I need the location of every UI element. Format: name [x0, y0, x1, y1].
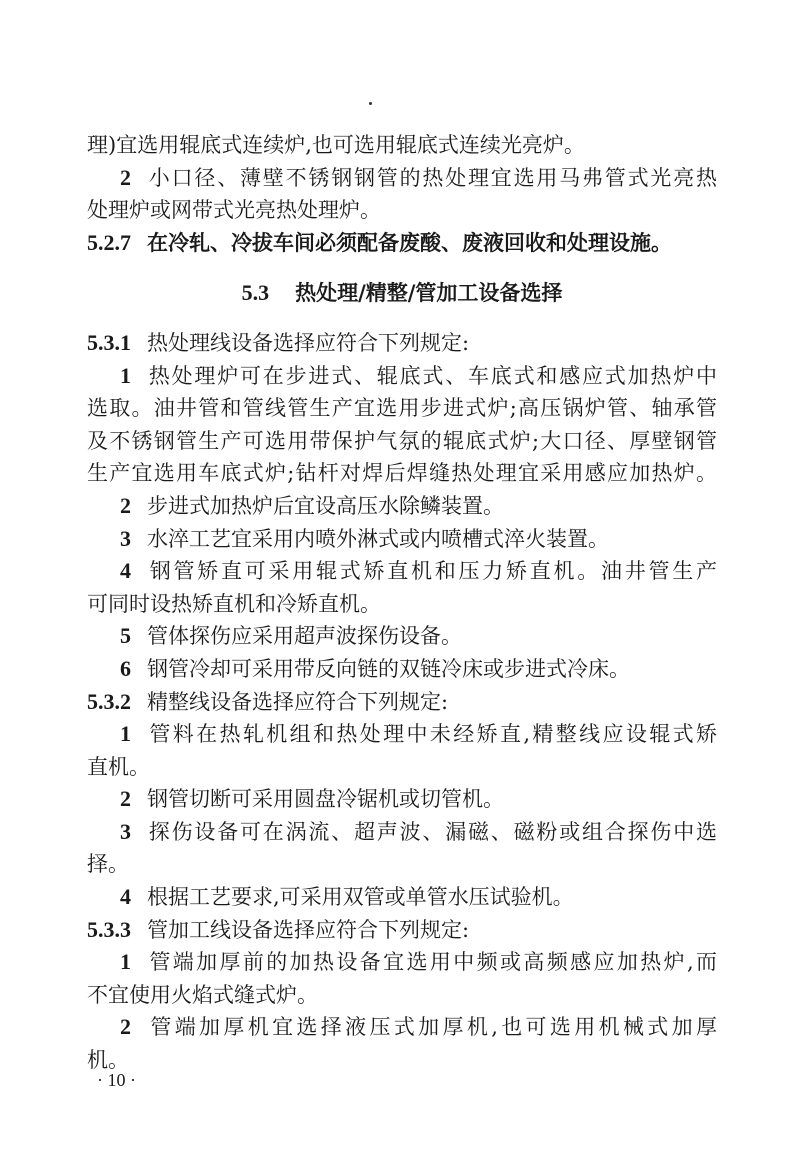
- item-number: 5: [120, 623, 131, 649]
- item-number: 5.3.3: [87, 916, 131, 942]
- list-item-line: [87, 816, 717, 849]
- item-number: 2: [120, 1014, 131, 1040]
- item-number: 1: [120, 362, 131, 388]
- item-number: 5.3.2: [87, 688, 131, 714]
- line-text: 管端加厚前的加热设备宜选用中频或高频感应加热炉,而: [147, 950, 717, 975]
- line-text: 生产宜选用车底式炉;钻杆对焊后焊缝热处理宜采用感应加热炉。: [87, 461, 717, 486]
- document-body: [87, 129, 717, 1077]
- item-number: 3: [120, 818, 131, 844]
- clause-line: [87, 686, 717, 719]
- line-text: 直机。: [87, 754, 150, 779]
- line-text: 可同时设热矫直机和冷矫直机。: [87, 591, 381, 616]
- line-text: 管加工线设备选择应符合下列规定:: [147, 917, 470, 942]
- list-item-line: [87, 523, 717, 556]
- item-number: 3: [120, 525, 131, 551]
- line-text: 钢管矫直可采用辊式矫直机和压力矫直机。油井管生产: [147, 559, 717, 584]
- item-number: 4: [120, 558, 131, 584]
- item-number: 2: [120, 786, 131, 812]
- line-text: 管料在热轧机组和热处理中未经矫直,精整线应设辊式矫: [147, 722, 717, 747]
- line-text: 机。: [87, 1048, 129, 1073]
- text-line: [87, 194, 717, 227]
- line-text: 热处理/精整/管加工设备选择: [295, 280, 563, 306]
- page-number: · 10 ·: [97, 1070, 136, 1090]
- item-number: 5.3.1: [87, 329, 131, 355]
- line-text: 理)宜选用辊底式连续炉,也可选用辊底式连续光亮炉。: [87, 133, 585, 157]
- line-text: 步进式加热炉后宜设高压水除鳞装置。: [147, 493, 504, 518]
- line-text: 热处理线设备选择应符合下列规定:: [147, 330, 470, 355]
- list-item-line: [87, 360, 717, 393]
- item-number: 2: [120, 492, 131, 518]
- list-item-line: [87, 653, 717, 686]
- list-item-line: [87, 718, 717, 751]
- line-text: 钢管冷却可采用带反向链的双链冷床或步进式冷床。: [147, 656, 630, 681]
- list-item-line: [87, 620, 717, 653]
- line-text: 精整线设备选择应符合下列规定:: [147, 689, 449, 714]
- list-item-line: [87, 946, 717, 979]
- item-number: 5.2.7: [87, 229, 131, 255]
- list-item-line: [87, 783, 717, 816]
- line-text: 管体探伤应采用超声波探伤设备。: [147, 624, 462, 649]
- item-number: 1: [120, 721, 131, 747]
- clause-line: [87, 327, 717, 360]
- line-text: 小口径、薄壁不锈钢钢管的热处理宜选用马弗管式光亮热: [147, 165, 717, 190]
- text-line: [87, 1044, 717, 1077]
- text-line: [87, 129, 717, 162]
- line-text: 钢管切断可采用圆盘冷锯机或切管机。: [147, 787, 504, 812]
- item-number: 4: [120, 884, 131, 910]
- list-item-line: [87, 1011, 717, 1044]
- list-item-line: [87, 555, 717, 588]
- line-text: 水淬工艺宜采用内喷外淋式或内喷槽式淬火装置。: [147, 526, 609, 551]
- list-item-line: [87, 490, 717, 523]
- text-line: [87, 425, 717, 458]
- list-item-line: [87, 162, 717, 195]
- text-line: [87, 848, 717, 881]
- clause-line: [87, 227, 717, 260]
- line-text: 择。: [87, 852, 129, 877]
- text-line: [87, 979, 717, 1012]
- line-text: 及不锈钢管生产可选用带保护气氛的辊底式炉;大口径、厚壁钢管: [87, 428, 717, 453]
- item-number: 5.3: [241, 280, 270, 306]
- list-item-line: [87, 881, 717, 914]
- text-line: [87, 588, 717, 621]
- line-text: 探伤设备可在涡流、超声波、漏磁、磁粉或组合探伤中选: [147, 819, 717, 844]
- line-text: 在冷轧、冷拔车间必须配备废酸、废液回收和处理设施。: [147, 229, 672, 255]
- item-number: 6: [120, 655, 131, 681]
- line-text: 选取。油井管和管线管生产宜选用步进式炉;高压锅炉管、轴承管: [87, 396, 717, 421]
- clause-line: [87, 914, 717, 947]
- text-line: [87, 457, 717, 490]
- item-number: 2: [120, 164, 131, 190]
- scan-speck: [369, 102, 372, 105]
- line-text: 热处理炉可在步进式、辊底式、车底式和感应式加热炉中: [147, 363, 717, 388]
- text-line: [87, 751, 717, 784]
- line-text: 不宜使用火焰式缝式炉。: [87, 982, 318, 1007]
- text-line: [87, 392, 717, 425]
- item-number: 1: [120, 949, 131, 975]
- line-text: 根据工艺要求,可采用双管或单管水压试验机。: [147, 885, 574, 910]
- line-text: 管端加厚机宜选择液压式加厚机,也可选用机械式加厚: [147, 1015, 717, 1040]
- section-heading: [87, 277, 717, 310]
- line-text: 处理炉或网带式光亮热处理炉。: [87, 198, 381, 223]
